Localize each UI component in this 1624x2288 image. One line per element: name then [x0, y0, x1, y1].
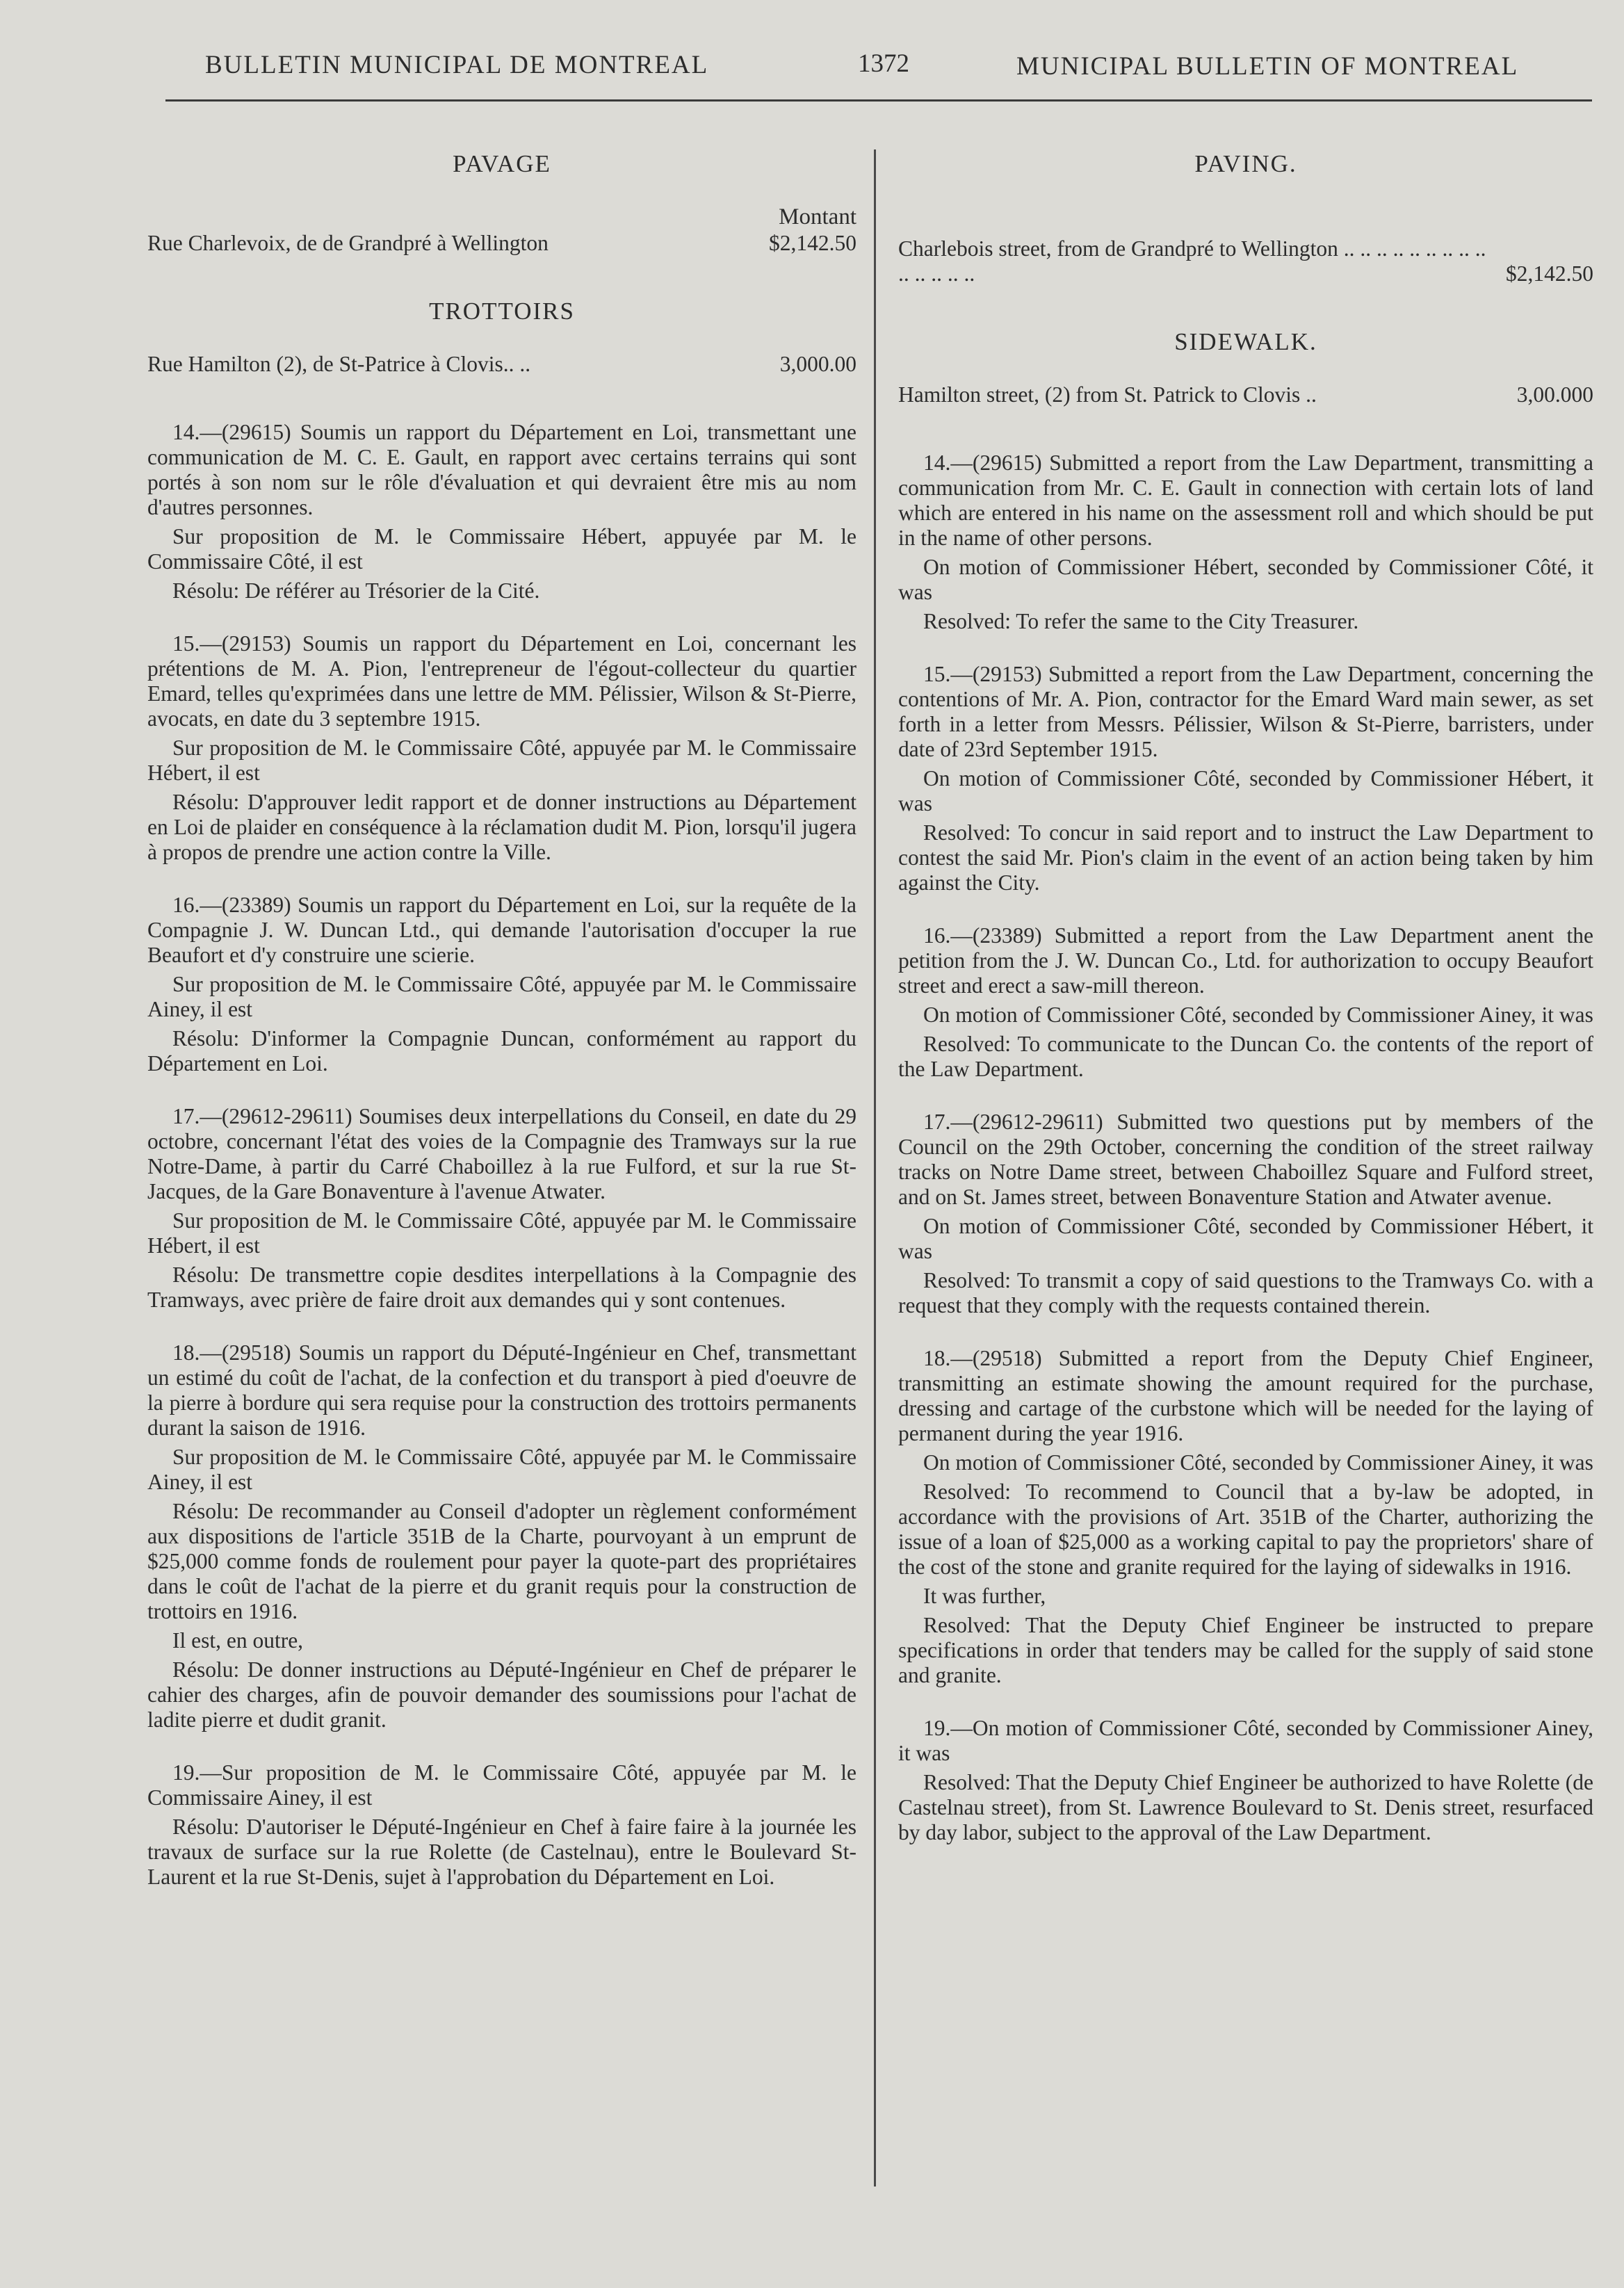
- motion-text: Sur proposition de M. le Commissaire Côté, appuyée par M. le Commissaire Ainey, il est: [147, 972, 856, 1021]
- header-title-en: MUNICIPAL BULLETIN OF MONTREAL: [1016, 52, 1519, 81]
- item-14-en: [898, 451, 1593, 634]
- item-14-fr: [147, 420, 856, 603]
- item-17-fr: [147, 1104, 856, 1313]
- motion-text: Sur proposition de M. le Commissaire Côté, appuyée par M. le Commissaire Hébert, il est: [147, 1208, 856, 1258]
- trottoirs-item: Rue Hamilton (2), de St-Patrice à Clovis.. ..: [147, 352, 531, 376]
- item-text: 17.—(29612-29611) Soumises deux interpellations du Conseil, en date du 29 octobre, concernant l'état des voies de la Compagnie des Tramways sur la rue Notre-Dame, à partir du Carré Chaboillez à la rue Fulford, et sur la rue St-Jacques, de la Gare Bonaventure à l'avenue Atwater.: [147, 1104, 856, 1203]
- item-text: 16.—(23389) Soumis un rapport du Département en Loi, sur la requête de la Compagnie J. W. Duncan Ltd., qui demande l'autorisation d'occuper la rue Beaufort et d'y construire une scierie.: [147, 893, 856, 967]
- item-text: 14.—(29615) Submitted a report from the Law Department, transmitting a communication from Mr. C. E. Gault in connection with certain lots of land which are entered in his name on the assessment roll and which should be put in the name of other persons.: [898, 451, 1593, 550]
- motion-text: On motion of Commissioner Côté, seconded by Commissioner Hébert, it was: [898, 766, 1593, 816]
- item-text: 16.—(23389) Submitted a report from the Law Department anent the petition from the J. W. Duncan Co., Ltd. for authorization to occupy Beaufort street and erect a saw-mill thereon.: [898, 923, 1593, 998]
- resolution-text: Resolved: To refer the same to the City Treasurer.: [923, 609, 1359, 633]
- item-18-fr: [147, 1340, 856, 1733]
- item-16-fr: [147, 893, 856, 1076]
- section-title-paving: PAVING.: [1194, 150, 1297, 177]
- item-19-fr: [147, 1760, 856, 1890]
- pavage-row: [147, 231, 856, 256]
- sidewalk-item: Hamilton street, (2) from St. Patrick to Clovis ..: [898, 382, 1317, 407]
- resolution-text: Resolved: To concur in said report and to instruct the Law Department to contest the said Mr. Pion's claim in the event of an action being taken by him against the City.: [898, 820, 1593, 895]
- resolution-text: Résolu: D'informer la Compagnie Duncan, conformément au rapport du Département en Loi.: [147, 1026, 856, 1076]
- section-title-pavage: PAVAGE: [453, 150, 551, 177]
- item-15-en: [898, 662, 1593, 895]
- trottoirs-row: [147, 352, 856, 377]
- resolution-text: Resolved: To recommend to Council that a by-law be adopted, in accordance with the provisions of Art. 351B of the Charter, authorizing the issue of a loan of $25,000 as a working capital to pay the proprietors' share of the cost of the stone and granite required for the laying of sidewalks in 1916.: [898, 1479, 1593, 1579]
- further-text: It was further,: [923, 1584, 1046, 1608]
- resolution-text: Résolu: De référer au Trésorier de la Cité.: [172, 578, 540, 603]
- pavage-amount: $2,142.50: [769, 231, 856, 255]
- sidewalk-row: [898, 382, 1593, 407]
- item-17-en: [898, 1110, 1593, 1318]
- item-text: 18.—(29518) Submitted a report from the Deputy Chief Engineer, transmitting an estimate showing the amount required for the purchase, dressing and cartage of the curbstone which will be needed for the laying of permanent during the year 1916.: [898, 1346, 1593, 1445]
- motion-text: On motion of Commissioner Côté, seconded by Commissioner Ainey, it was: [923, 1450, 1593, 1475]
- header-title-fr: BULLETIN MUNICIPAL DE MONTREAL: [205, 51, 709, 79]
- page-header: [0, 42, 1624, 104]
- item-text: 15.—(29153) Submitted a report from the Law Department, concerning the contentions of Mr. A. Pion, contractor for the Emard Ward main sewer, as set forth in a letter from Messrs. Pélissier, Wilson & St-Pierre, barristers, under date of 23rd September 1915.: [898, 662, 1593, 761]
- paving-amount: $2,142.50: [1506, 261, 1593, 286]
- motion-text: Sur proposition de M. le Commissaire Côté, appuyée par M. le Commissaire Hébert, il est: [147, 736, 856, 785]
- resolution-text: Résolu: De transmettre copie desdites interpellations à la Compagnie des Tramways, avec prière de faire droit aux demandes qui y sont contenues.: [147, 1263, 856, 1312]
- amount-column-label: Montant: [779, 204, 856, 229]
- item-19-en: [898, 1716, 1593, 1845]
- page-number: 1372: [858, 49, 909, 78]
- resolution-text-2: Resolved: That the Deputy Chief Engineer be instructed to prepare specifications in order that tenders may be called for the supply of said stone and granite.: [898, 1613, 1593, 1687]
- item-text: 18.—(29518) Soumis un rapport du Député-Ingénieur en Chef, transmettant un estimé du coût de l'achat, de la confection et du transport à pied d'oeuvre de la pierre à bordure qui sera requise pour la construction des trottoirs permanents durant la saison de 1916.: [147, 1340, 856, 1440]
- resolution-text: Résolu: D'autoriser le Député-Ingénieur en Chef à faire faire à la journée les travaux de surface sur la rue Rolette (de Castelnau), entre le Boulevard St-Laurent et la rue St-Denis, sujet à l'approbation du Département en Loi.: [147, 1815, 856, 1889]
- item-18-en: [898, 1346, 1593, 1688]
- header-rule: [165, 99, 1592, 102]
- item-16-en: [898, 923, 1593, 1082]
- paving-row: [898, 236, 1593, 286]
- motion-text: On motion of Commissioner Côté, seconded by Commissioner Hébert, it was: [898, 1214, 1593, 1263]
- resolution-text: Resolved: That the Deputy Chief Engineer be authorized to have Rolette (de Castelnau street), from St. Lawrence Boulevard to St. Denis street, resurfaced by day labor, subject to the approval of the Law Department.: [898, 1770, 1593, 1844]
- item-text: 17.—(29612-29611) Submitted two questions put by members of the Council on the 29th October, concerning the condition of the street railway tracks on Notre Dame street, between Chaboillez Square and Fulford street, and on St. James street, between Bonaventure Station and Atwater avenue.: [898, 1110, 1593, 1209]
- paving-item: Charlebois street, from de Grandpré to Wellington .. .. .. .. .. .. .. .. .. .. .. .. .. ..: [898, 236, 1486, 286]
- resolution-text-2: Résolu: De donner instructions au Député-Ingénieur en Chef de préparer le cahier des charges, afin de pouvoir demander des soumissions pour l'achat de ladite pierre et dudit granit.: [147, 1657, 856, 1732]
- section-title-sidewalk: SIDEWALK.: [1174, 328, 1317, 355]
- trottoirs-amount: 3,000.00: [779, 352, 856, 376]
- motion-text: On motion of Commissioner Côté, seconded by Commissioner Ainey, it was: [923, 1003, 1593, 1027]
- english-column: [898, 139, 1593, 1845]
- item-15-fr: [147, 631, 856, 865]
- resolution-text: Résolu: D'approuver ledit rapport et de donner instructions au Département en Loi de plaider en conséquence à la réclamation dudit M. Pion, lorsqu'il jugera à propos de prendre une action contre la Ville.: [147, 790, 856, 864]
- resolution-text: Resolved: To transmit a copy of said questions to the Tramways Co. with a request that they comply with the requests contained therein.: [898, 1268, 1593, 1317]
- item-text: 19.—Sur proposition de M. le Commissaire Côté, appuyée par M. le Commissaire Ainey, il est: [147, 1760, 856, 1810]
- item-text: 15.—(29153) Soumis un rapport du Département en Loi, concernant les prétentions de M. A. Pion, l'entrepreneur de l'égout-collecteur du quartier Emard, telles qu'exprimées dans une lettre de MM. Pélissier, Wilson & St-Pierre, avocats, en date du 3 septembre 1915.: [147, 631, 856, 731]
- item-text: 19.—On motion of Commissioner Côté, seconded by Commissioner Ainey, it was: [898, 1716, 1593, 1765]
- resolution-text: Resolved: To communicate to the Duncan Co. the contents of the report of the Law Department.: [898, 1032, 1593, 1081]
- resolution-text: Résolu: De recommander au Conseil d'adopter un règlement conformément aux dispositions de l'article 351B de la Charte, pourvoyant à un emprunt de $25,000 comme fonds de roulement pour payer la quote-part des propriétaires dans le coût de l'achat de la pierre et du granit requis pour la construction de trottoirs en 1916.: [147, 1499, 856, 1623]
- motion-text: Sur proposition de M. le Commissaire Côté, appuyée par M. le Commissaire Ainey, il est: [147, 1445, 856, 1494]
- motion-text: On motion of Commissioner Hébert, seconded by Commissioner Côté, it was: [898, 555, 1593, 604]
- sidewalk-amount: 3,00.000: [1516, 382, 1593, 407]
- column-divider: [874, 149, 876, 2186]
- item-text: 14.—(29615) Soumis un rapport du Département en Loi, transmettant une communication de M. C. E. Gault, en rapport avec certains terrains qui sont portés à son nom sur le rôle d'évaluation et qui devraient être mis au nom d'autres personnes.: [147, 420, 856, 519]
- motion-text: Sur proposition de M. le Commissaire Hébert, appuyée par M. le Commissaire Côté, il est: [147, 524, 856, 574]
- french-column: [147, 139, 856, 1890]
- pavage-item: Rue Charlevoix, de de Grandpré à Wellington: [147, 231, 549, 255]
- section-title-trottoirs: TROTTOIRS: [429, 298, 575, 325]
- further-text: Il est, en outre,: [172, 1628, 304, 1653]
